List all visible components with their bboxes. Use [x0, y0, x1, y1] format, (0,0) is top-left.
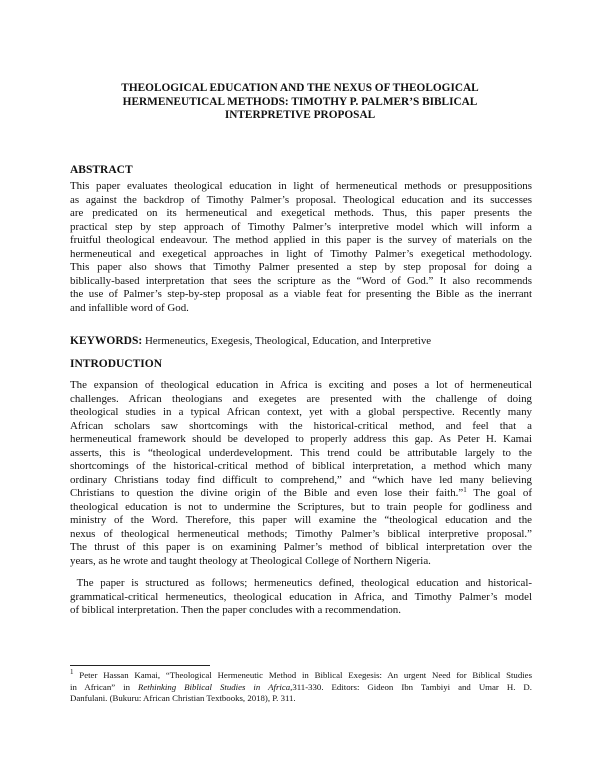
text-line: nexus of theological hermeneutical methods; Timothy Palmer’s biblical interpretive proposal.” — [70, 527, 532, 540]
introduction-paragraph-2 — [70, 577, 532, 618]
text-line: theological studies in a typical African context, yet with a global perspective. Recently many — [70, 406, 532, 418]
text-line: The expansion of theological education in Africa is exciting and poses a lot of hermeneutical — [70, 379, 532, 391]
introduction-paragraph-1 — [70, 379, 532, 568]
keywords-label: KEYWORDS: — [70, 335, 143, 347]
text-line: African scholars saw shortcomings with the historical-critical method, and feel that a — [70, 419, 532, 432]
text-segment: 311-330. Editors: Gideon Ibn Tambiyi and Umar H. D. — [292, 681, 532, 692]
introduction-heading: INTRODUCTION — [70, 358, 163, 370]
text-line: are predicated on its hermeneutical and exegetical methods. Thus, this paper presents the — [70, 207, 532, 219]
text-line: grammatical-critical hermeneutics, theological education in Africa, and Timothy Palmer’s model — [70, 590, 532, 603]
text-line: ministry of the Word. Therefore, this paper will examine the “theological education and the — [70, 514, 532, 526]
text-line: biblically-based interpretation that sees the scripture as the “Word of God.” It also recommends — [70, 274, 532, 287]
text-line: The paper is structured as follows; hermeneutics defined, theological education and historical- — [70, 577, 532, 589]
text-line: of biblical interpretation. Then the paper concludes with a recommendation. — [70, 604, 401, 616]
footnote — [70, 670, 532, 705]
text-line: as against the backdrop of Timothy Palmer’s proposal. Theological education and its successes — [70, 193, 532, 206]
text-segment: The goal of — [466, 487, 532, 499]
text-line: hermeneutical framework should be developed to properly address this gap. As Peter H. Kamai — [70, 433, 532, 445]
keywords-text: Hermeneutics, Exegesis, Theological, Education, and Interpretive — [144, 335, 432, 347]
title-line: HERMENEUTICAL METHODS: TIMOTHY P. PALMER’S BIBLICAL — [122, 95, 478, 108]
text-line: hermeneutical and exegetical approaches in light of Timothy Palmer’s exegetical methodology. — [70, 247, 532, 260]
footnote-line: Danfulani. (Bukuru: African Christian Textbooks, 2018), P. 311. — [70, 693, 296, 703]
text-segment: in African” in — [70, 681, 139, 692]
text-line: and infallible word of God. — [70, 301, 189, 314]
text-line: asserts, this is “theological underdevelopment. This trend could be attributable largely to the — [70, 446, 532, 459]
footnote-divider — [70, 665, 210, 666]
title-line: INTERPRETIVE PROPOSAL — [224, 109, 376, 121]
footnote-number: 1 — [70, 668, 74, 676]
book-title: Rethinking Biblical Studies in Africa, — [138, 681, 293, 692]
text-segment: Christians to question the divine origin of the Bible and even lose their faith.” — [70, 487, 464, 499]
text-line: challenges. African theologians and exegetes are presented with the challenge of doing — [70, 392, 532, 405]
text-line: ordinary Christians today find difficult to comprehend,” and “which have led many believing — [70, 473, 532, 486]
text-line: the use of Palmer’s step-by-step proposal as a viable feat for presenting the Bible as the inerrant — [70, 288, 532, 300]
text-line-with-footnote — [70, 487, 532, 501]
text-line: practical step by step approach of Timothy Palmer’s interpretive model which will inform a — [70, 220, 532, 233]
abstract-paragraph — [70, 180, 532, 315]
keywords — [70, 335, 431, 348]
footnote-line — [70, 670, 532, 682]
text-line: The thrust of this paper is on examining Palmer’s method of biblical interpretation over the — [70, 541, 532, 553]
paper-title — [100, 82, 500, 123]
text-line: shortcomings of the historical-critical method of biblical interpretation, a method which many — [70, 460, 532, 472]
text-line: This paper evaluates theological education in light of hermeneutical methods or presuppositions — [70, 180, 532, 192]
abstract-heading: ABSTRACT — [70, 164, 133, 176]
text-line: theological education is not to undermine the Scriptures, but to train people for godliness and — [70, 500, 532, 513]
footnote-ref[interactable]: 1 — [463, 486, 467, 494]
title-line: THEOLOGICAL EDUCATION AND THE NEXUS OF THEOLOGICAL — [121, 82, 479, 94]
text-line: years, as he wrote and taught theology at Theological College of Northern Nigeria. — [70, 554, 431, 567]
footnote-line — [70, 682, 532, 694]
text-line: fruitful theological endeavour. The method applied in this paper is the survey of materials on the — [70, 234, 532, 246]
text-line: This paper also shows that Timothy Palmer presented a step by step proposal for doing a — [70, 261, 532, 273]
text-segment: Peter Hassan Kamai, “Theological Hermeneutic Method in Biblical Exegesis: An urgent Need for Biblical Studies — [73, 670, 532, 680]
